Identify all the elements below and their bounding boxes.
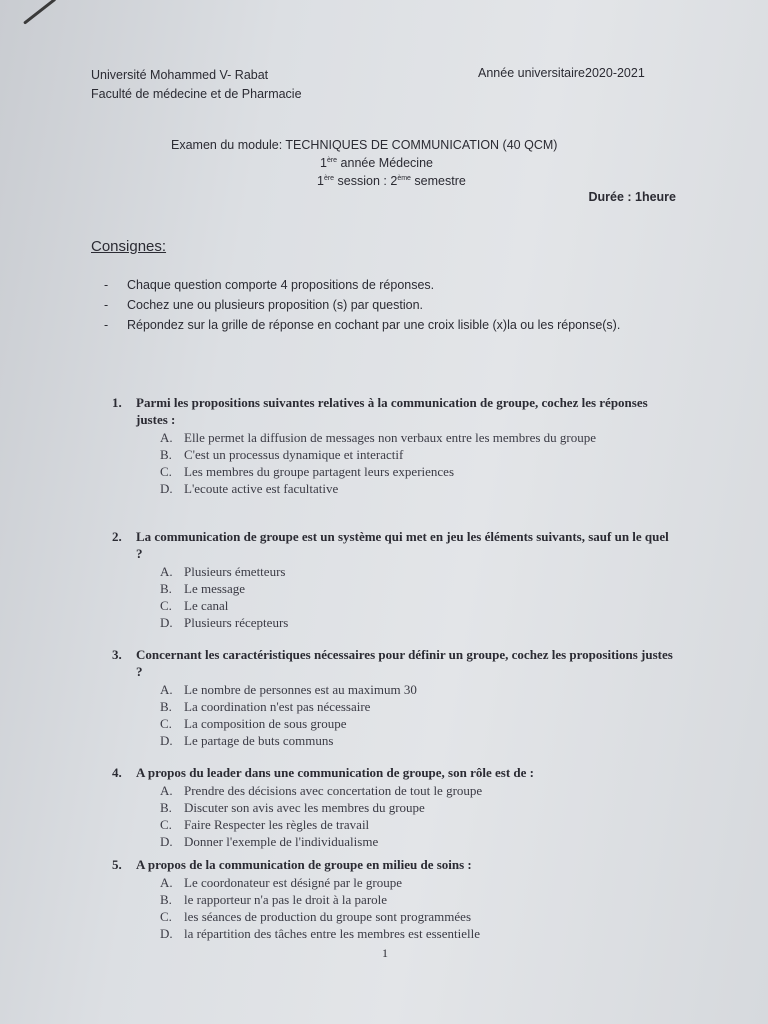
option-text: La coordination n'est pas nécessaire — [184, 699, 371, 714]
semester-text: semestre — [410, 174, 466, 188]
option-text: Plusieurs émetteurs — [184, 564, 286, 579]
question-stem — [112, 764, 678, 781]
option-d — [112, 614, 678, 631]
option-d — [112, 480, 678, 497]
question-stem — [112, 528, 678, 562]
option-letter: A. — [160, 564, 173, 579]
question-number: 4. — [112, 765, 122, 780]
option-c — [112, 463, 678, 480]
year-superscript: ère — [326, 156, 338, 164]
question-stem — [112, 646, 678, 680]
option-text: Discuter son avis avec les membres du groupe — [184, 800, 425, 815]
question-number: 2. — [112, 529, 122, 544]
option-text: Donner l'exemple de l'individualisme — [184, 834, 379, 849]
option-text: Le nombre de personnes est au maximum 30 — [184, 682, 417, 697]
option-c — [112, 715, 678, 732]
option-letter: C. — [160, 716, 172, 731]
exam-duration: Durée : 1heure — [588, 190, 676, 204]
option-letter: D. — [160, 615, 173, 630]
consigne-item — [104, 275, 678, 295]
option-text: Le partage de buts communs — [184, 733, 334, 748]
option-letter: D. — [160, 834, 173, 849]
session-number: 1 — [317, 174, 324, 188]
option-b — [112, 580, 678, 597]
option-b — [112, 799, 678, 816]
question-2 — [112, 528, 678, 631]
option-a — [112, 782, 678, 799]
option-text: la répartition des tâches entre les membres est essentielle — [184, 926, 480, 941]
exam-title: Examen du module: TECHNIQUES DE COMMUNICATION (40 QCM) — [171, 138, 558, 152]
option-letter: A. — [160, 875, 173, 890]
option-text: Le coordonateur est désigné par le groupe — [184, 875, 403, 890]
option-a — [112, 874, 678, 891]
option-c — [112, 908, 678, 925]
question-text: Concernant les caractéristiques nécessaires pour définir un groupe, cochez les propositions justes ? — [136, 647, 673, 679]
question-number: 1. — [112, 395, 122, 410]
session-text: session : 2 — [334, 174, 398, 188]
option-d — [112, 732, 678, 749]
option-text: Faire Respecter les règles de travail — [184, 817, 370, 832]
option-letter: C. — [160, 464, 172, 479]
option-text: Plusieurs récepteurs — [184, 615, 289, 630]
consigne-item — [104, 315, 678, 335]
consigne-text: Chaque question comporte 4 propositions de réponses. — [127, 278, 435, 292]
option-a — [112, 563, 678, 580]
year-number: 1 — [320, 156, 327, 170]
option-text: La composition de sous groupe — [184, 716, 347, 731]
university-name: Université Mohammed V- Rabat — [91, 68, 269, 82]
option-text: C'est un processus dynamique et interactif — [184, 447, 404, 462]
option-letter: B. — [160, 581, 172, 596]
bullet-dash: - — [104, 278, 109, 292]
option-text: les séances de production du groupe sont programmées — [184, 909, 472, 924]
question-number: 5. — [112, 857, 122, 872]
option-text: Elle permet la diffusion de messages non verbaux entre les membres du groupe — [184, 430, 597, 445]
option-b — [112, 446, 678, 463]
institution-header — [91, 66, 302, 104]
question-number: 3. — [112, 647, 122, 662]
question-4 — [112, 764, 678, 850]
option-letter: A. — [160, 783, 173, 798]
option-letter: C. — [160, 598, 172, 613]
question-stem — [112, 856, 678, 873]
question-5 — [112, 856, 678, 942]
option-c — [112, 597, 678, 614]
option-letter: A. — [160, 682, 173, 697]
option-letter: D. — [160, 733, 173, 748]
question-text: A propos de la communication de groupe en milieu de soins : — [136, 857, 472, 872]
question-stem — [112, 394, 678, 428]
exam-session — [317, 174, 466, 188]
academic-year: Année universitaire2020-2021 — [478, 66, 645, 80]
option-text: le rapporteur n'a pas le droit à la parole — [184, 892, 388, 907]
consignes-title: Consignes: — [91, 238, 167, 255]
semester-superscript: ème — [397, 174, 411, 182]
option-a — [112, 681, 678, 698]
year-text: année Médecine — [337, 156, 433, 170]
consigne-text: Cochez une ou plusieurs proposition (s) par question. — [127, 298, 424, 312]
option-letter: D. — [160, 481, 173, 496]
option-letter: B. — [160, 447, 172, 462]
option-letter: D. — [160, 926, 173, 941]
option-d — [112, 925, 678, 942]
option-text: Les membres du groupe partagent leurs experiences — [184, 464, 455, 479]
session-superscript: ère — [323, 174, 335, 182]
option-text: L'ecoute active est facultative — [184, 481, 339, 496]
option-b — [112, 891, 678, 908]
faculty-name: Faculté de médecine et de Pharmacie — [91, 87, 302, 101]
consigne-item — [104, 295, 678, 315]
question-text: A propos du leader dans une communication de groupe, son rôle est de : — [136, 765, 534, 780]
option-letter: B. — [160, 699, 172, 714]
question-text: La communication de groupe est un système qui met en jeu les éléments suivants, sauf un le quel ? — [136, 529, 669, 561]
option-letter: C. — [160, 909, 172, 924]
consignes-list — [104, 275, 678, 335]
option-text: Prendre des décisions avec concertation de tout le groupe — [184, 783, 483, 798]
option-text: Le canal — [184, 598, 229, 613]
exam-year — [320, 156, 433, 170]
option-letter: B. — [160, 800, 172, 815]
option-text: Le message — [184, 581, 246, 596]
option-letter: A. — [160, 430, 173, 445]
question-1 — [112, 394, 678, 497]
option-c — [112, 816, 678, 833]
option-letter: C. — [160, 817, 172, 832]
page-number: 1 — [382, 946, 388, 960]
option-d — [112, 833, 678, 850]
option-a — [112, 429, 678, 446]
question-3 — [112, 646, 678, 749]
option-letter: B. — [160, 892, 172, 907]
pen-mark — [23, 0, 56, 25]
bullet-dash: - — [104, 298, 109, 312]
option-b — [112, 698, 678, 715]
bullet-dash: - — [104, 318, 109, 332]
question-text: Parmi les propositions suivantes relatives à la communication de groupe, cochez les réponses justes : — [136, 395, 648, 427]
consigne-text: Répondez sur la grille de réponse en cochant par une croix lisible (x)la ou les réponse(s). — [127, 318, 621, 332]
